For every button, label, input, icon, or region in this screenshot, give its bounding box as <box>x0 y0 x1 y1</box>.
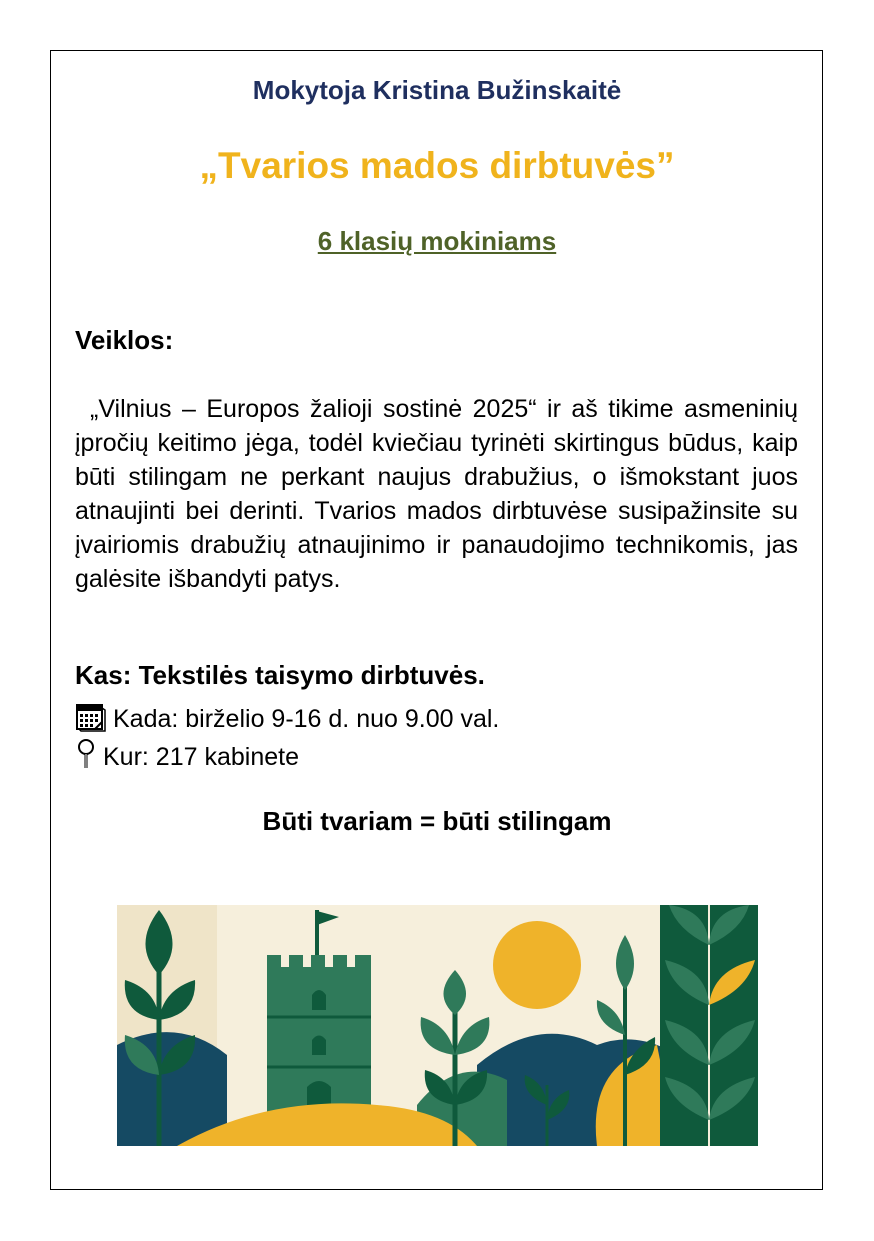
vilnius-tower-illustration <box>117 905 758 1146</box>
pin-icon <box>75 738 97 777</box>
when-text: Kada: birželio 9-16 d. nuo 9.00 val. <box>113 705 500 733</box>
activities-heading: Veiklos: <box>75 325 174 355</box>
workshop-title: „Tvarios mados dirbtuvės” <box>199 145 675 186</box>
target-audience <box>0 226 874 257</box>
activities-description: „Vilnius – Europos žalioji sostinė 2025“ ir aš tikime asmeninių įpročių keitimo jėga, todėl kviečiau tyrinėti skirtingus būdus, kaip būti stilingam ne perkant naujus drabužius, o išmokstant juos atnaujinti bei derinti. Tvarios mados dirbtuvėse susipažinsite su įvairiomis drabužių atnaujinimo ir panaudojimo technikomis, jas galėsite išbandyti patys. <box>75 395 798 593</box>
where-line <box>75 738 299 777</box>
calendar-icon <box>75 700 107 739</box>
where-text: Kur: 217 kabinete <box>103 743 299 771</box>
when-line <box>75 700 499 739</box>
slogan: Būti tvariam = būti stilingam <box>262 806 612 836</box>
audience-text: 6 klasių mokiniams <box>317 226 557 256</box>
what-line: Kas: Tekstilės taisymo dirbtuvės. <box>75 660 485 690</box>
teacher-name: Mokytoja Kristina Bužinskaitė <box>252 75 622 105</box>
